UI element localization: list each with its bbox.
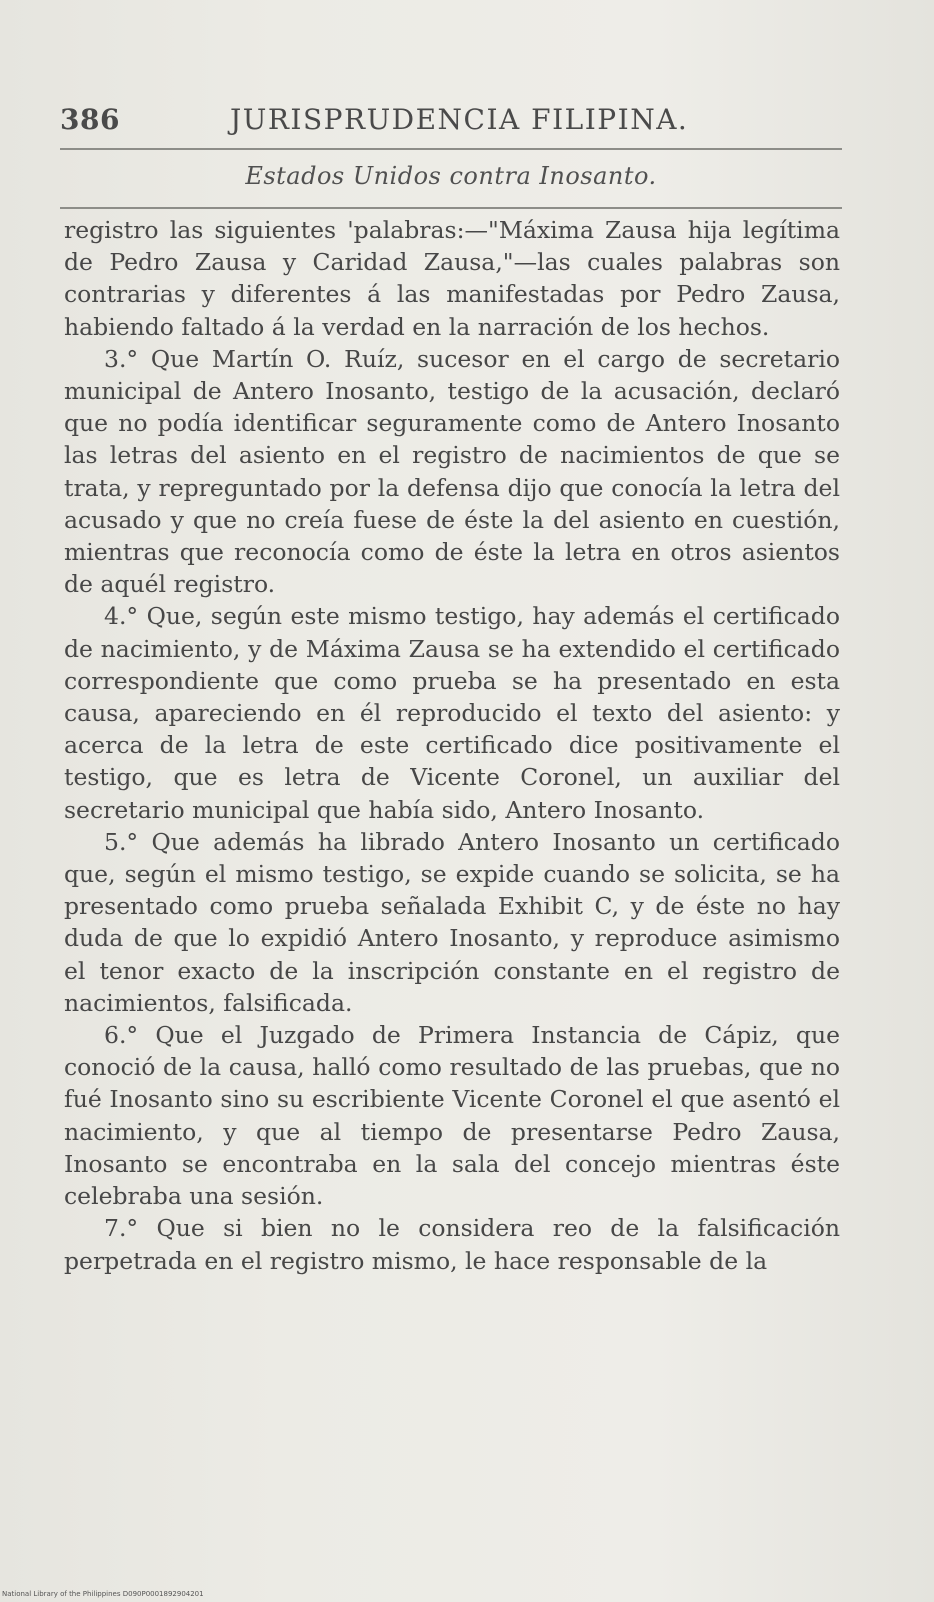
running-title: JURISPRUDENCIA FILIPINA. xyxy=(230,103,689,136)
paragraph-continuation: registro las siguientes 'palabras:—"Máxima Zausa hija legítima de Pedro Zausa y Caridad Zausa,"—las cuales palabras son contrarias y diferentes á las manifestadas por Pedro Zausa, habiendo faltado á la verdad en la narración de los hechos. xyxy=(64,216,840,341)
case-title: Estados Unidos contra Inosanto. xyxy=(245,162,657,190)
paragraph-item-5: 5.° Que además ha librado Antero Inosanto un certificado que, según el mismo testigo, se expide cuando se solicita, se ha presentado como prueba señalada Exhibit C, y de éste no hay duda de que lo expidió Antero Inosanto, y reproduce asimismo el tenor exacto de la inscripción constante en el registro de nacimientos, falsificada. xyxy=(64,827,840,1017)
page-number: 386 xyxy=(60,103,120,136)
paragraph-item-3: 3.° Que Martín O. Ruíz, sucesor en el cargo de secretario municipal de Antero Inosanto, testigo de la acusación, declaró que no podía identificar seguramente como de Antero Inosanto las letras del asiento en el registro de nacimientos de que se trata, y repreguntado por la defensa dijo que conocía la letra del acusado y que no creía fuese de éste la del asiento en cuestión, mientras que reconocía como de éste la letra en otros asientos de aquél registro. xyxy=(64,344,840,599)
page-header xyxy=(60,103,842,143)
paragraph-item-7: 7.° Que si bien no le considera reo de la falsificación perpetrada en el registro mismo, le hace responsable de la xyxy=(64,1214,840,1275)
header-rule-top xyxy=(60,148,842,150)
paragraph-item-4: 4.° Que, según este mismo testigo, hay además el certificado de nacimiento, y de Máxima Zausa se ha extendido el certificado correspondiente que como prueba se ha presentado en esta causa, apareciendo en él reproducido el texto del asiento: y acerca de la letra de este certificado dice positivamente el testigo, que es letra de Vicente Coronel, un auxiliar del secretario municipal que había sido, Antero Inosanto. xyxy=(64,602,840,824)
header-rule-bottom xyxy=(60,207,842,209)
scan-source-id: National Library of the Philippines D090P0001892904201 xyxy=(2,1590,204,1598)
body-text xyxy=(64,214,840,1277)
paragraph-item-6: 6.° Que el Juzgado de Primera Instancia de Cápiz, que conoció de la causa, halló como resultado de las pruebas, que no fué Inosanto sino su escribiente Vicente Coronel el que asentó el nacimiento, y que al tiempo de presentarse Pedro Zausa, Inosanto se encontraba en la sala del concejo mientras éste celebraba una sesión. xyxy=(64,1021,840,1211)
